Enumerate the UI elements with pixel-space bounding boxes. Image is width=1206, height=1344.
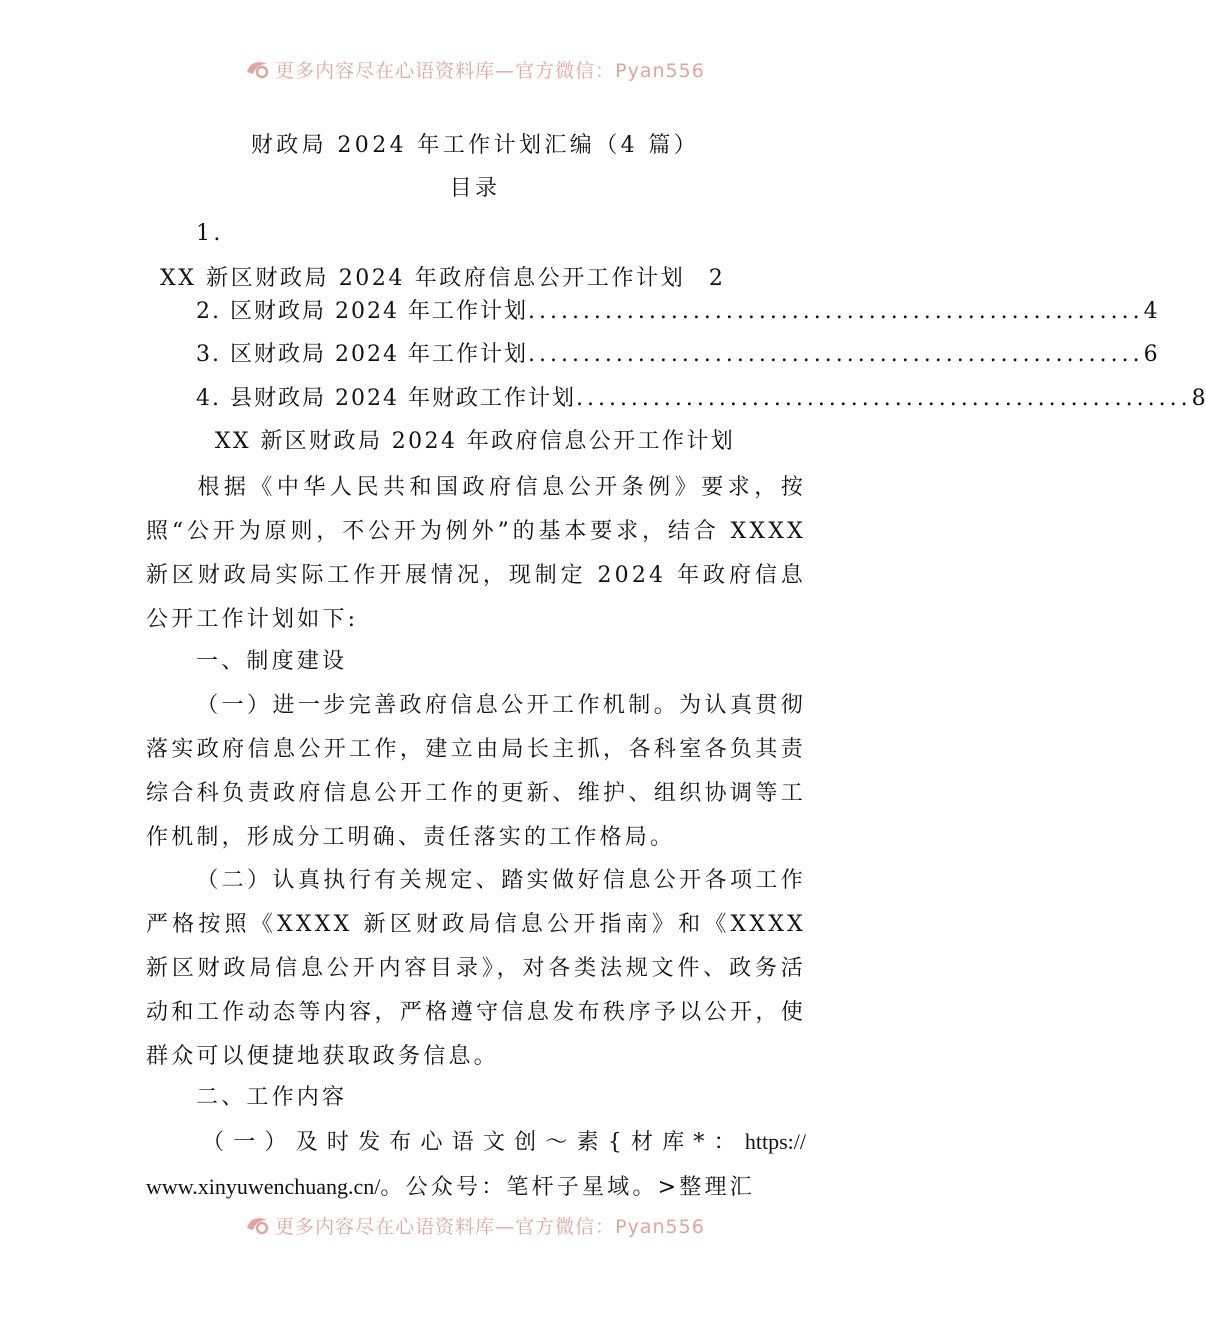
toc-item-page: 6	[1143, 342, 1158, 367]
toc-item-text: 3. 区财政局 2024 年工作计划	[196, 342, 528, 367]
toc-item-1-text: XX 新区财政局 2024 年政府信息公开工作计划	[160, 266, 686, 291]
toc-leader-dots: ........................................................	[527, 342, 1144, 367]
toc-item-text: 2. 区财政局 2024 年工作计划	[196, 299, 528, 324]
watermark-bottom	[0, 1212, 950, 1238]
toc-item-1-page: 2	[708, 266, 726, 291]
toc-leader-dots: ........................................................	[527, 299, 1144, 324]
toc-item-page: 4	[1143, 299, 1158, 324]
watermark-text: 更多内容尽在心语资料库—官方微信：Pyan556	[275, 1216, 705, 1238]
intro-paragraph	[146, 466, 806, 642]
toc-item-page: 8	[1191, 386, 1206, 411]
toc-heading: 目录	[449, 176, 501, 201]
section-1-paragraph-2	[146, 859, 806, 1079]
section-1-paragraph-1	[146, 684, 806, 860]
watermark-logo-icon	[245, 1214, 271, 1241]
website-link[interactable]: https:// www.xinyuwenchuang.cn/	[146, 1129, 806, 1199]
toc-item-3[interactable]	[196, 340, 1158, 370]
watermark-top	[0, 56, 950, 82]
section-2-title: 二、工作内容	[196, 1085, 348, 1110]
section-1-heading	[146, 640, 806, 684]
toc-item-4[interactable]	[196, 384, 1206, 414]
watermark-logo-icon	[245, 58, 271, 85]
section-2-paragraph-1	[146, 1120, 806, 1210]
section-1-paragraph-2-text: （二）认真执行有关规定、踏实做好信息公开各项工作严格按照《XXXX 新区财政局信息公开指南》和《XXXX 新区财政局信息公开内容目录》，对各类法规文件、政务活动和工作动态等内容，严格遵守信息发布秩序予以公开，使群众可以便捷地获取政务信息。	[146, 868, 806, 1069]
section-1-title: 一、制度建设	[196, 649, 348, 674]
document-title: 财政局 2024 年工作计划汇编（4 篇）	[250, 133, 700, 158]
section-1-paragraph-1-text: （一）进一步完善政府信息公开工作机制。为认真贯彻落实政府信息公开工作，建立由局长主抓，各科室各负其责综合科负责政府信息公开工作的更新、维护、组织协调等工作机制，形成分工明确、责任落实的工作格局。	[146, 693, 806, 850]
toc-item-1-number[interactable]: 1.	[196, 221, 224, 246]
section-2-heading	[146, 1076, 806, 1120]
intro-text: 根据《中华人民共和国政府信息公开条例》要求，按照“公开为原则，不公开为例外”的基本要求，结合 XXXX 新区财政局实际工作开展情况，现制定 2024 年政府信息公开工作计划如下:	[146, 475, 806, 632]
toc-item-text: 4. 县财政局 2024 年财政工作计划	[196, 386, 576, 411]
section-2-paragraph-1-text: （一）及时发布心语文创～素{材库*：	[196, 1130, 745, 1155]
toc-item-1[interactable]	[160, 264, 726, 294]
plan-heading: XX 新区财政局 2024 年政府信息公开工作计划	[214, 429, 736, 454]
watermark-text: 更多内容尽在心语资料库—官方微信：Pyan556	[275, 60, 705, 82]
section-2-paragraph-1-suffix: 。公众号：笔杆子星域。>整理汇	[380, 1175, 755, 1200]
toc-item-2[interactable]	[196, 297, 1158, 327]
toc-leader-dots: ........................................................	[575, 386, 1192, 411]
